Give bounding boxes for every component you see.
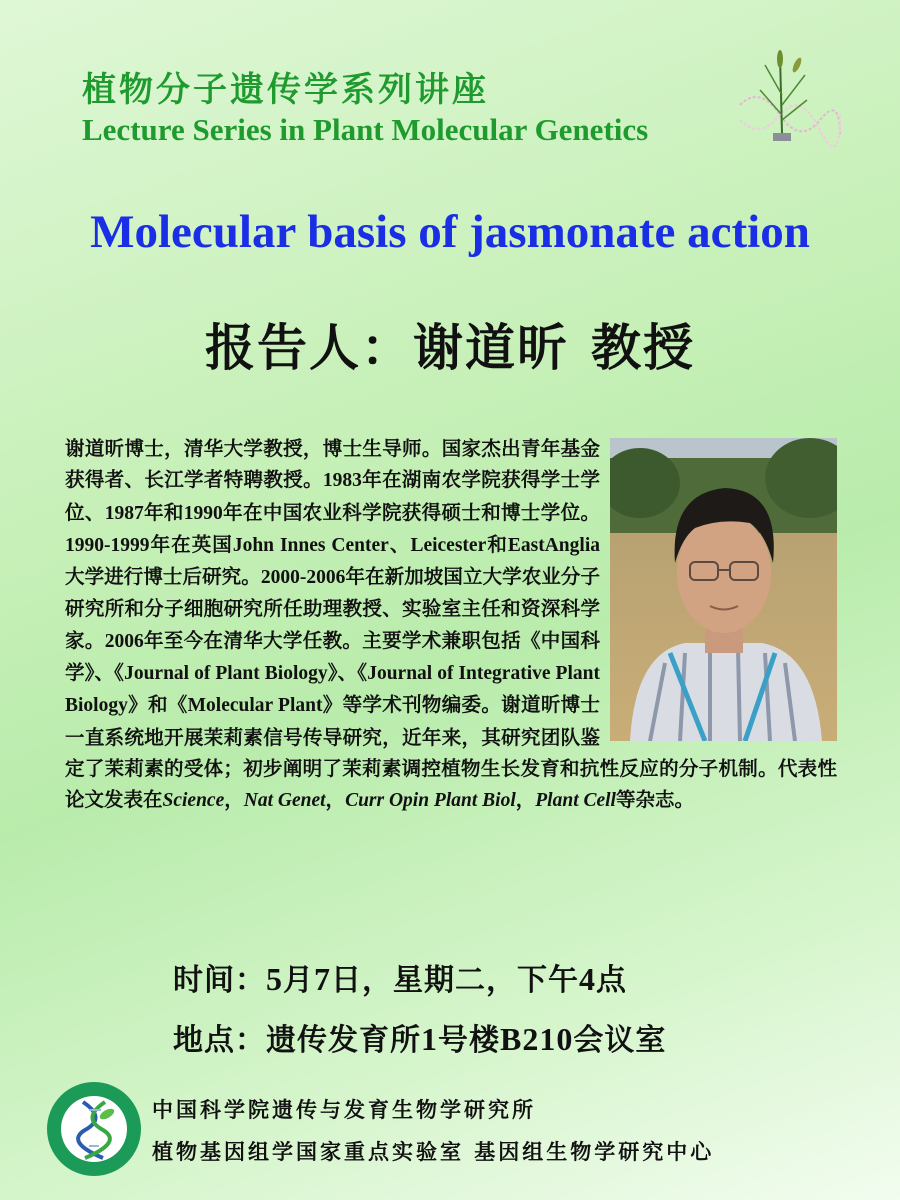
speaker-title: 教授 <box>591 318 695 377</box>
talk-place: 地点：遗传发育所1号楼B210会议室 <box>173 1021 667 1058</box>
plant-sprout-icon <box>735 45 845 150</box>
series-title-cn: 植物分子遗传学系列讲座 <box>82 70 489 110</box>
speaker-portrait <box>610 438 837 741</box>
dna-seal-icon <box>45 1080 143 1178</box>
lab-name: 植物基因组学国家重点实验室 基因组生物学研究中心 <box>152 1140 715 1164</box>
speaker-line <box>0 308 900 380</box>
speaker-name: 报告人：谢道昕 <box>205 318 569 377</box>
series-title-en: Lecture Series in Plant Molecular Genetics <box>82 112 649 147</box>
talk-time: 时间：5月7日，星期二，下午4点 <box>173 961 627 998</box>
speaker-bio: 谢道昕博士，清华大学教授，博士生导师。国家杰出青年基金获得者、长江学者特聘教授。1983年在湖南农学院获得学士学位、1987年和1990年在中国农业科学院获得硕士和博士学位。1990-1999年在英国John Innes Center、Leicester和EastAnglia大学进行博士后研究。2000-2006年在新加坡国立大学农业分子研究所和分子细胞研究所任助理教授、实验室主任和资深科学家。2006年至今在清华大学任教。主要学术兼职包括《中国科学》、《Journal of Plant Biology》、《Journal of Integrative Plant Biology》和《Molecular Plant》等学术刊物编委。谢道昕博士一直系统地开展茉莉素信号传导研究，近年来，其研究团队鉴定了茉莉素的受体；初步阐明了茉莉素调控植物生长发育和抗性反应的分子机制。代表性论文发表在Science，Nat Genet，Curr Opin Plant Biol，Plant Cell等杂志。 <box>65 433 837 817</box>
talk-title: Molecular basis of jasmonate action <box>90 206 810 258</box>
institute-name: 中国科学院遗传与发育生物学研究所 <box>152 1098 536 1122</box>
